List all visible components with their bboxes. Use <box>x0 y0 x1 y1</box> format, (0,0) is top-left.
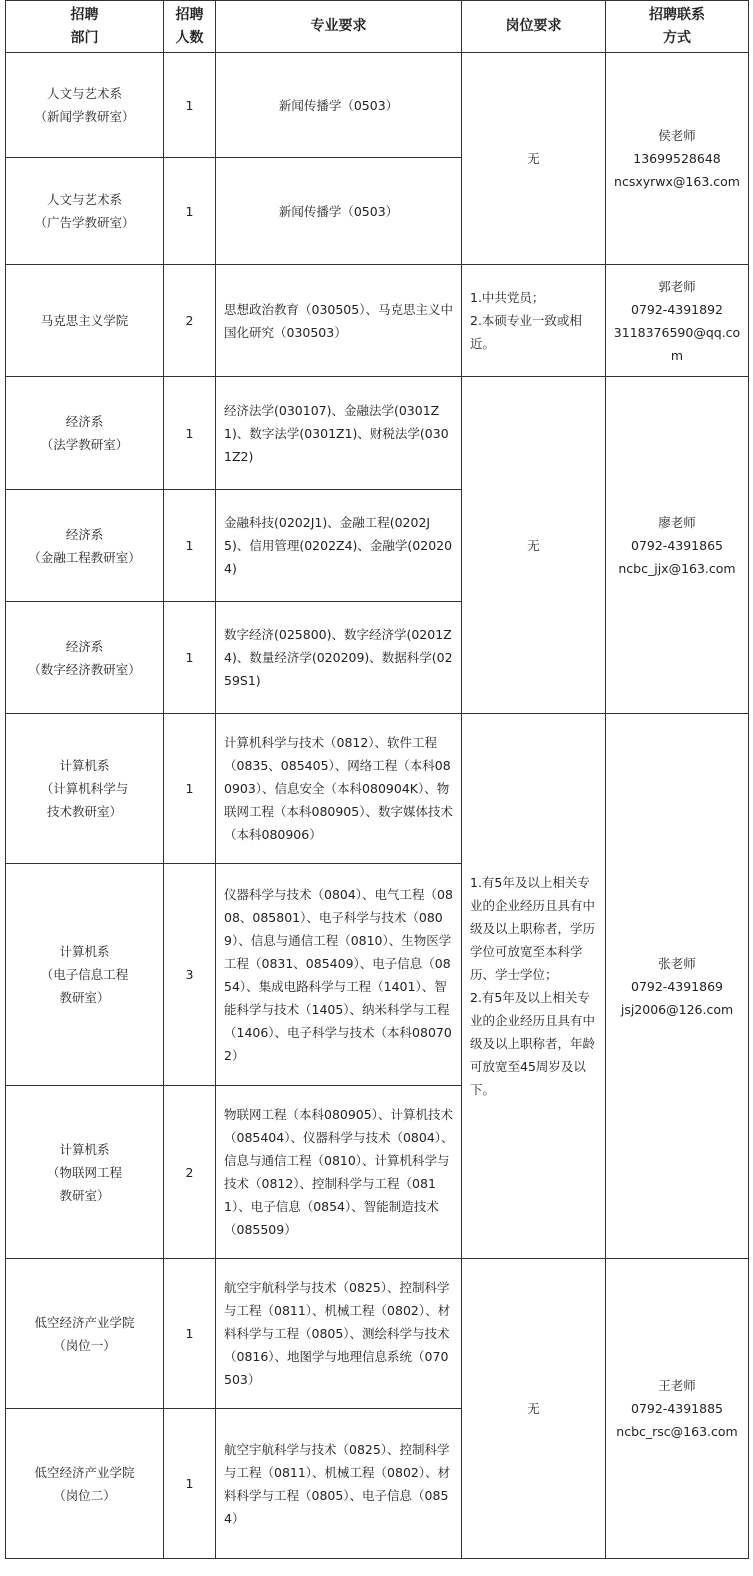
dept-cell: 低空经济产业学院 （岗位二） <box>6 1409 164 1559</box>
major-cell: 物联网工程（本科080905）、计算机技术（085404）、仪器科学与技术（0804）、信息与通信工程（0810）、计算机科学与技术（0812）、控制科学与工程（0811）、电子信息（0854）、智能制造技术（085509） <box>216 1086 462 1259</box>
header-position: 岗位要求 <box>462 1 606 53</box>
major-cell: 新闻传播学（0503） <box>216 158 462 265</box>
dept-cell: 人文与艺术系 （广告学教研室） <box>6 158 164 265</box>
count-cell: 1 <box>164 53 216 158</box>
major-cell: 新闻传播学（0503） <box>216 53 462 158</box>
position-cell: 无 <box>462 377 606 714</box>
major-cell: 思想政治教育（030505）、马克思主义中国化研究（030503） <box>216 265 462 377</box>
major-cell: 仪器科学与技术（0804）、电气工程（0808、085801）、电子科学与技术（0809）、信息与通信工程（0810）、生物医学工程（0831、085409）、电子信息（0854）、集成电路科学与工程（1401）、智能科学与技术（1405）、纳米科学与工程（1406）、电子科学与技术（本科080702） <box>216 864 462 1086</box>
dept-cell: 马克思主义学院 <box>6 265 164 377</box>
dept-cell: 计算机系 （物联网工程 教研室） <box>6 1086 164 1259</box>
contact-cell: 廖老师 0792-4391865 ncbc_jjx@163.com <box>606 377 749 714</box>
count-cell: 3 <box>164 864 216 1086</box>
count-cell: 1 <box>164 490 216 602</box>
major-cell: 航空宇航科学与技术（0825）、控制科学与工程（0811）、机械工程（0802）、材料科学与工程（0805）、测绘科学与技术（0816）、地图学与地理信息系统（070503） <box>216 1259 462 1409</box>
dept-cell: 经济系 （数字经济教研室） <box>6 602 164 714</box>
count-cell: 1 <box>164 1259 216 1409</box>
count-cell: 1 <box>164 158 216 265</box>
contact-cell: 王老师 0792-4391885 ncbc_rsc@163.com <box>606 1259 749 1559</box>
header-count: 招聘 人数 <box>164 1 216 53</box>
dept-cell: 经济系 （金融工程教研室） <box>6 490 164 602</box>
recruitment-table <box>5 0 749 1559</box>
position-cell: 无 <box>462 53 606 265</box>
header-major: 专业要求 <box>216 1 462 53</box>
table-row <box>6 377 749 490</box>
position-cell: 1.中共党员； 2.本硕专业一致或相近。 <box>462 265 606 377</box>
position-cell: 1.有5年及以上相关专业的企业经历且具有中级及以上职称者，学历学位可放宽至本科学历、学士学位； 2.有5年及以上相关专业的企业经历且具有中级及以上职称者，年龄可放宽至45周岁及以下。 <box>462 714 606 1259</box>
dept-cell: 计算机系 （计算机科学与 技术教研室） <box>6 714 164 864</box>
header-row <box>6 1 749 53</box>
table-row <box>6 714 749 864</box>
header-contact: 招聘联系 方式 <box>606 1 749 53</box>
count-cell: 1 <box>164 602 216 714</box>
major-cell: 计算机科学与技术（0812）、软件工程（0835、085405）、网络工程（本科080903）、信息安全（本科080904K）、物联网工程（本科080905）、数字媒体技术（本科080906） <box>216 714 462 864</box>
count-cell: 1 <box>164 714 216 864</box>
position-cell: 无 <box>462 1259 606 1559</box>
table-row <box>6 53 749 158</box>
contact-cell: 郭老师 0792-4391892 3118376590@qq.com <box>606 265 749 377</box>
count-cell: 1 <box>164 1409 216 1559</box>
dept-cell: 经济系 （法学教研室） <box>6 377 164 490</box>
contact-cell: 张老师 0792-4391869 jsj2006@126.com <box>606 714 749 1259</box>
count-cell: 1 <box>164 377 216 490</box>
table-row <box>6 265 749 377</box>
count-cell: 2 <box>164 1086 216 1259</box>
table-row <box>6 1259 749 1409</box>
dept-cell: 计算机系 （电子信息工程 教研室） <box>6 864 164 1086</box>
dept-cell: 低空经济产业学院 （岗位一） <box>6 1259 164 1409</box>
major-cell: 经济法学(030107)、金融法学(0301Z1)、数字法学(0301Z1)、财税法学(0301Z2) <box>216 377 462 490</box>
header-dept: 招聘 部门 <box>6 1 164 53</box>
major-cell: 航空宇航科学与技术（0825）、控制科学与工程（0811）、机械工程（0802）、材料科学与工程（0805）、电子信息（0854） <box>216 1409 462 1559</box>
contact-cell: 侯老师 13699528648 ncsxyrwx@163.com <box>606 53 749 265</box>
count-cell: 2 <box>164 265 216 377</box>
major-cell: 金融科技(0202J1)、金融工程(0202J5)、信用管理(0202Z4)、金融学(020204) <box>216 490 462 602</box>
major-cell: 数字经济(025800)、数字经济学(0201Z4)、数量经济学(020209)、数据科学(0259S1) <box>216 602 462 714</box>
dept-cell: 人文与艺术系 （新闻学教研室） <box>6 53 164 158</box>
